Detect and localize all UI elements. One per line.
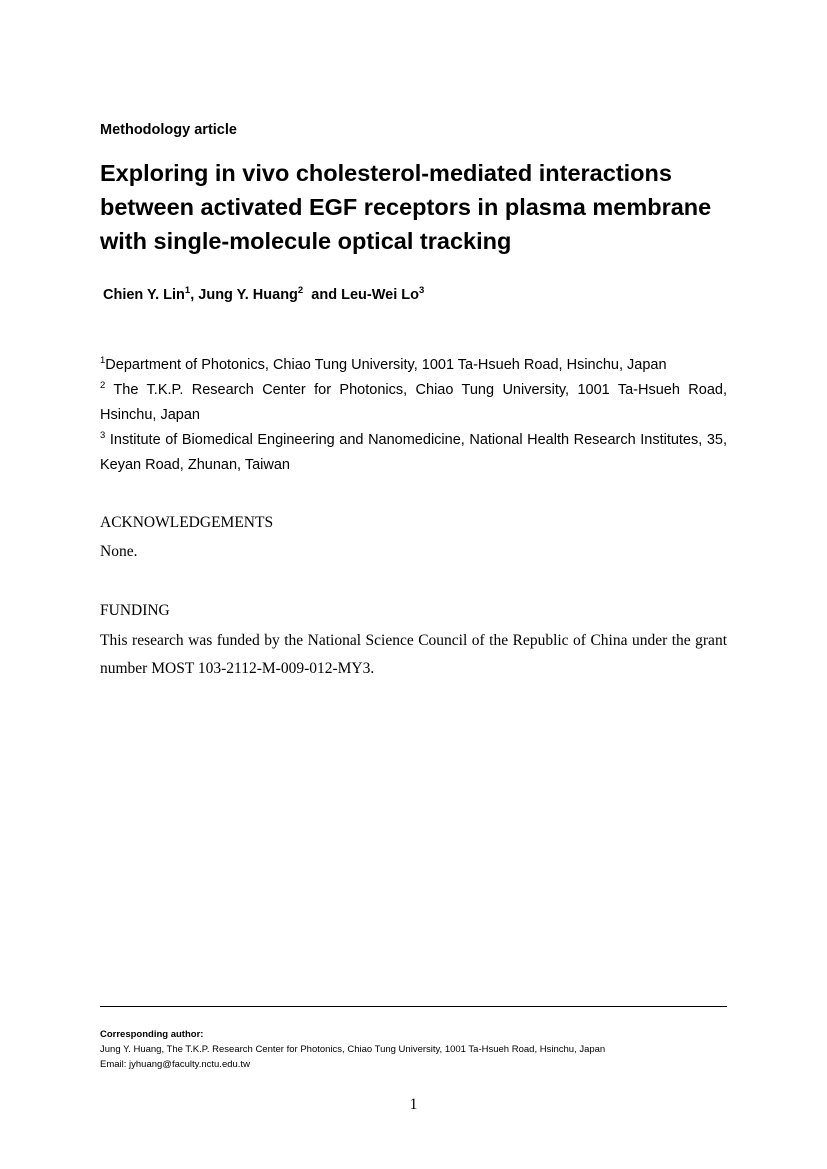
affiliation-text: Institute of Biomedical Engineering and Nanomedicine, National Health Research Institutes, 35, Keyan Road, Zhunan, Taiwan xyxy=(100,432,727,473)
affiliation xyxy=(100,353,727,378)
acknowledgements-body: None. xyxy=(100,543,138,560)
corresponding-author-email: Email: jyhuang@faculty.nctu.edu.tw xyxy=(100,1059,250,1070)
paper-title: Exploring in vivo cholesterol-mediated interactions between activated EGF receptors in plasma membrane with single-molecule optical tracking xyxy=(100,160,712,254)
corresponding-author-address: Jung Y. Huang, The T.K.P. Research Center for Photonics, Chiao Tung University, 1001 Ta-Hsueh Road, Hsinchu, Japan xyxy=(100,1044,606,1055)
article-type: Methodology article xyxy=(100,122,237,138)
author-affiliation-mark: 2 xyxy=(297,285,304,296)
page-number: 1 xyxy=(409,1096,418,1113)
author-separator: , xyxy=(190,287,199,303)
author-affiliation-mark: 1 xyxy=(184,285,191,296)
affiliation-mark: 3 xyxy=(100,430,106,441)
funding-heading: FUNDING xyxy=(100,602,170,619)
affiliation-list xyxy=(100,353,727,478)
affiliation xyxy=(100,428,727,478)
funding-body: This research was funded by the National Science Council of the Republic of China under the grant number MOST 103-2112-M-009-012-MY3. xyxy=(100,632,727,677)
footnote-divider xyxy=(100,1006,727,1007)
acknowledgements-heading: ACKNOWLEDGEMENTS xyxy=(100,514,274,531)
author-separator: and xyxy=(303,287,342,303)
affiliation-text: Department of Photonics, Chiao Tung University, 1001 Ta-Hsueh Road, Hsinchu, Japan xyxy=(105,357,667,373)
corresponding-author-label: Corresponding author: xyxy=(100,1029,204,1040)
affiliation-text: The T.K.P. Research Center for Photonics, Chiao Tung University, 1001 Ta-Hsueh Road, Hsinchu, Japan xyxy=(100,382,727,423)
author-name: Chien Y. Lin xyxy=(103,287,185,303)
affiliation-mark: 1 xyxy=(100,355,106,366)
affiliation xyxy=(100,378,727,428)
affiliation-mark: 2 xyxy=(100,380,106,391)
author-name: Jung Y. Huang xyxy=(198,287,298,303)
author-affiliation-mark: 3 xyxy=(418,285,425,296)
author-list xyxy=(103,287,424,303)
author-name: Leu-Wei Lo xyxy=(341,287,419,303)
